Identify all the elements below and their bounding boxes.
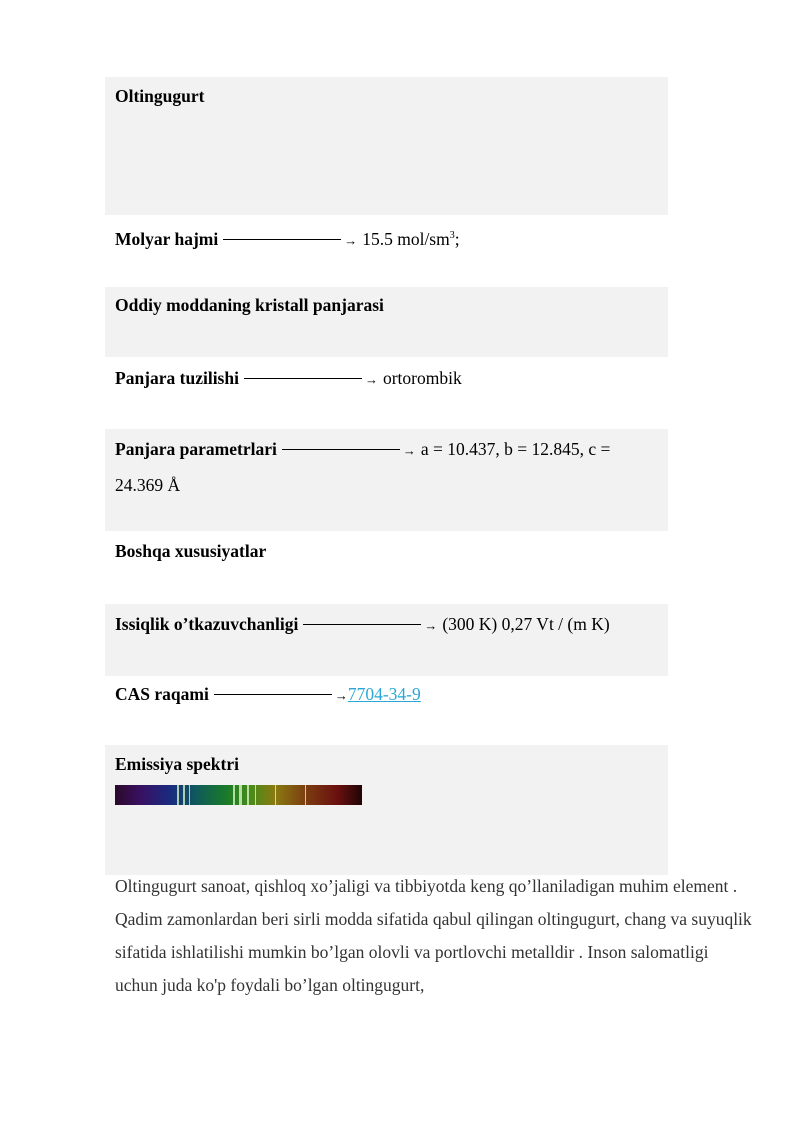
cas-link[interactable]: 7704-34-9 — [347, 684, 421, 704]
arrow-line — [223, 239, 341, 240]
emission-spectrum-image — [115, 785, 362, 805]
cas-label: CAS raqami — [115, 684, 209, 704]
body-paragraph: Oltingugurt sanoat, qishloq xo’jaligi va tibbiyotda keng qo’llaniladigan muhim element . Qadim zamonlardan beri sirli modda sifatida qabul qilingan oltingugurt, chang va suyuqlik sifatida ishlatilishi mumkin bo’lgan olovli va portlovchi metalldir . Inson salomatligi uchun juda ko'p foydali bo’lgan oltingugurt, — [115, 876, 752, 995]
lattice-structure-label: Panjara tuzilishi — [115, 368, 239, 388]
arrow-icon: → — [364, 372, 378, 387]
arrow-icon: → — [344, 232, 358, 248]
cas-row — [105, 677, 668, 743]
arrow-icon: → — [334, 688, 348, 703]
other-heading-block — [105, 534, 668, 600]
lattice-params-label: Panjara parametrlari — [115, 439, 277, 459]
other-heading: Boshqa xususiyatlar — [115, 541, 267, 561]
emission-block — [105, 745, 668, 875]
thermal-block — [105, 604, 668, 676]
molar-volume-suffix: ; — [454, 228, 460, 249]
lattice-structure-row — [105, 360, 668, 426]
lattice-structure-value: ortorombik — [382, 368, 462, 388]
arrow-line — [214, 694, 332, 695]
arrow-line — [303, 624, 421, 625]
molar-volume-row — [105, 218, 668, 266]
title-block — [105, 77, 668, 215]
emission-heading: Emissiya spektri — [115, 754, 239, 774]
arrow-icon: → — [424, 618, 438, 633]
molar-volume-value: 15.5 mol/sm — [362, 228, 450, 249]
molar-volume-sup: 3 — [449, 230, 455, 241]
lattice-params-block — [105, 429, 668, 531]
thermal-label: Issiqlik o’tkazuvchanligi — [115, 614, 299, 634]
lattice-params-value: a = 10.437, b = 12.845, c = 24.369 Å — [115, 439, 611, 495]
arrow-icon: → — [402, 443, 416, 458]
crystal-heading: Oddiy moddaning kristall panjarasi — [115, 295, 384, 315]
crystal-heading-block — [105, 287, 668, 357]
arrow-line — [282, 449, 400, 450]
arrow-line — [244, 378, 362, 379]
molar-volume-label: Molyar hajmi — [115, 228, 219, 249]
element-title: Oltingugurt — [115, 86, 205, 106]
thermal-value: (300 K) 0,27 Vt / (m K) — [442, 614, 610, 634]
